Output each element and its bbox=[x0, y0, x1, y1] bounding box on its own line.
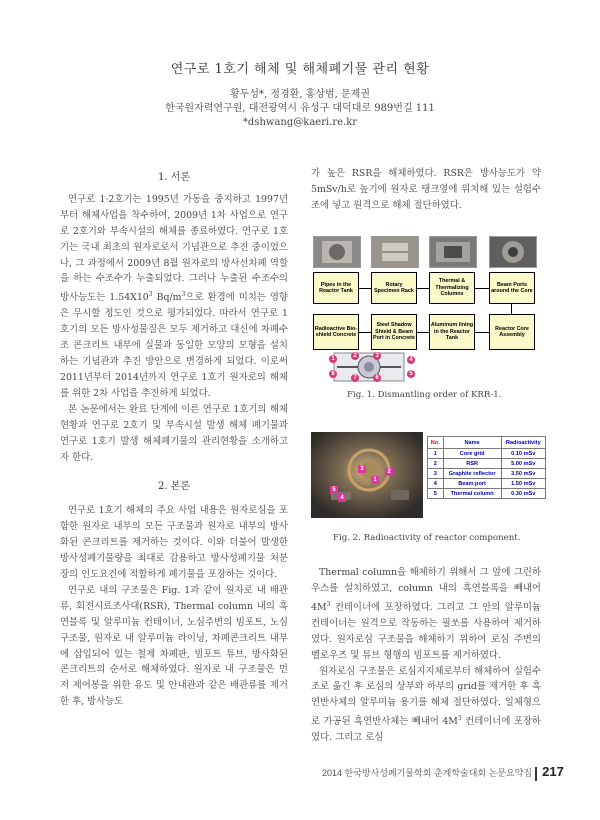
photo-label: 5 bbox=[330, 486, 338, 494]
flow-arrow bbox=[475, 288, 489, 289]
flow-arrow bbox=[359, 288, 371, 289]
section2-paragraph-1: 연구로 1호기 해체의 주요 사업 내용은 원자로심을 포함한 원자로 내부의 모든 구조물과 원자로 내부의 방사화된 콘크리트를 제거하는 것이다. 이와 더불어 발생한 방사성폐기물량을 최대로 감용하고 방사성폐기물 처분장의 인도요건에 적합하게 폐기물을 포장하는 것이다. bbox=[60, 505, 288, 580]
photo-marker: 1 bbox=[329, 355, 337, 363]
footer-text: 2014 한국방사성폐기물학회 춘계학술대회 논문요약집 bbox=[322, 768, 533, 778]
right-column-bottom bbox=[311, 565, 541, 746]
table-row: 5 Thermal column 0.30 mSv bbox=[428, 489, 546, 499]
flow-box-bioshield: Radioactive Bio-shield Concrete bbox=[313, 314, 359, 350]
flow-arrow bbox=[475, 332, 489, 333]
photo-marker: 7 bbox=[351, 374, 359, 382]
paper-title: 연구로 1호기 해체 및 해체폐기물 관리 현황 bbox=[170, 62, 430, 77]
right-bottom-paragraph-2: 원자로심 구조물은 로심지지체로부터 해체하여 실험수조로 옮긴 후 로심의 상부와 하부의 grid를 제거한 후 흑연반사체의 알루미늄 용기를 해체 절단하였다. 일체형으로 가공된 흑연반사체는 빼내어 $4M^3$ 컨테이너에 포장하였다. 그리고 로심 bbox=[311, 665, 541, 744]
photo-marker: 8 bbox=[329, 370, 337, 378]
flow-box-beamports: Beam Ports around the Core bbox=[489, 272, 535, 304]
flow-box-thermal: Thermal & Thermalizing Columns bbox=[429, 272, 475, 304]
table-row: 4 Beam port 1.50 mSv bbox=[428, 479, 546, 489]
author-affiliation: 한국원자력연구원, 대전광역시 유성구 대덕대로 989번길 111 bbox=[165, 103, 435, 114]
photo-marker: 3 bbox=[373, 352, 381, 360]
photo-pipes bbox=[313, 236, 361, 268]
photo-marker: 6 bbox=[373, 374, 381, 382]
radioactivity-table bbox=[427, 436, 546, 499]
author-names: 황두성*, 정경환, 홍상범, 문제권 bbox=[230, 89, 370, 100]
flow-box-rsr: Rotary Specimen Rack bbox=[371, 272, 417, 304]
section2-heading: 2. 본론 bbox=[157, 481, 191, 493]
photo-marker: 4 bbox=[407, 356, 415, 364]
table-header-row bbox=[428, 437, 546, 449]
page-number: 217 bbox=[542, 764, 564, 779]
footer-divider bbox=[535, 767, 537, 781]
figure-2-caption: Fig. 2. Radioactivity of reactor component. bbox=[333, 533, 521, 543]
page-footer bbox=[322, 764, 564, 781]
flow-box-core-assembly: Reactor Core Assembly bbox=[489, 314, 535, 350]
photo-thermal bbox=[429, 236, 477, 268]
photo-label: 1 bbox=[371, 476, 379, 484]
author-email: *dshwang@kaeri.re.kr bbox=[242, 117, 358, 128]
figure-1 bbox=[311, 234, 541, 382]
table-row: 1 Core grid 0.10 mSv bbox=[428, 449, 546, 459]
photo-label: 3 bbox=[358, 465, 366, 473]
header-name: Name bbox=[443, 437, 501, 449]
photo-marker: 2 bbox=[351, 352, 359, 360]
right-top-paragraph: 가 높은 RSR을 해체하였다. RSR은 방사능도가 약 5mSv/h로 높기에 원자로 탱크옆에 위치해 있는 설험수조에 넣고 원격으로 해체 절단하였다. bbox=[311, 168, 541, 211]
flow-box-pipes: Pipes in the Reactor Tank bbox=[313, 272, 359, 304]
photo-rsr bbox=[371, 236, 419, 268]
section2-paragraph-2: 연구로 내의 구조물은 Fig. 1과 같이 원자로 내 배관류, 회전시료조사대(RSR), Thermal column 내의 흑연블록 및 알루미늄 컨테이너, 노심주변의 빔포트, 노심구조물, 원자로 내 알루미늄 라이닝, 차폐콘크리트 내부에 삽입되어 있는 철제 차폐판, 빔포트 튜브, 방사화된 콘크리트의 순서로 해체하였다. 원자로 내 구조물은 먼저 제어봉을 위한 유도 및 안내관과 같은 배관류를 제거한 후, 방사능도 bbox=[60, 584, 288, 708]
flow-box-aluminum-lining: Aluminum lining in the Reactor Tank bbox=[429, 314, 475, 350]
left-column bbox=[60, 170, 288, 710]
table-row: 3 Graphite reflector 3.50 mSv bbox=[428, 469, 546, 479]
flow-arrow bbox=[417, 288, 429, 289]
reactor-photo bbox=[311, 432, 423, 518]
right-bottom-paragraph-1: Thermal column을 해체하기 위해서 그 앞에 그린하우스를 설치하였고, column 내의 흑연블록을 빼내어 $4M^3$ 컨테이너에 포장하였다. 그리고 그 안의 알루미늄 컨테이너는 원격으로 작동하는 필쏘를 사용하여 제거하였다. 원자로심 구조물을 해체하기 위하여 로심 주변의 벨로우즈 및 튜브 형행의 빔포트를 제거하였다. bbox=[311, 567, 541, 661]
flow-arrow-down bbox=[511, 304, 512, 314]
section1-paragraph-2: 본 논문에서는 완료 단계에 이른 연구로 1호기의 해체현황과 연구로 2호기 및 부속시설 발생 해체 폐기물과 연구로 1호기 발생 해체폐기물의 관리현황을 소개하고자 한다. bbox=[60, 403, 288, 463]
photo-label: 4 bbox=[338, 494, 346, 502]
section1-paragraph-1: 연구로 1·2호기는 1995년 가동을 중지하고 1997년부터 해체사업을 착수하여, 2009년 1차 사업으로 연구로 2호기와 부속시설의 해체를 종료하였다. 연구로 1호기는 국내 최초의 원자로로서 기념관으로 추진 중이었으나, 그 과정에서 2009년 8월 원자로의 방사선차폐 역할을 하는 수조수가 누출되었다. 그러나 누출된 수조수의 방사능도는 $1.54X10^3$ $Bq/m^3$으로 환경에 미치는 영향은 무시할 정도인 것으로 평가되었다. 따라서 연구로 1호기의 모든 방사성물질은 모두 제거하고 대신에 차폐수조 콘크리트 내부에 실물과 동일한 모양의 모형을 설치하는 기념관과 추진 방안으로 변경하게 되었다. 이로써 2011년부터 2014년까지 연구로 1호기 원자로의 해체를 위한 2차 사업을 추진하게 되었다. bbox=[60, 193, 288, 399]
flow-box-steel-shield: Steel Shadow Shield & Beam Port in Concrete bbox=[371, 314, 417, 350]
header-no: No. bbox=[428, 437, 444, 449]
photo-marker: 5 bbox=[407, 370, 415, 378]
figure-1-caption: Fig. 1. Dismantling order of KRR-1. bbox=[347, 390, 502, 400]
header-radioactivity: Radioactivity bbox=[501, 437, 545, 449]
section1-heading: 1. 서론 bbox=[157, 172, 191, 183]
right-column-top bbox=[311, 166, 541, 214]
photo-label: 2 bbox=[385, 468, 393, 476]
author-block bbox=[0, 88, 600, 130]
table-row: 2 RSR 5.00 mSv bbox=[428, 459, 546, 469]
photo-beamports bbox=[489, 236, 537, 268]
reactor-schematic bbox=[333, 352, 405, 382]
flow-arrow bbox=[417, 332, 429, 333]
flow-arrow bbox=[359, 332, 371, 333]
